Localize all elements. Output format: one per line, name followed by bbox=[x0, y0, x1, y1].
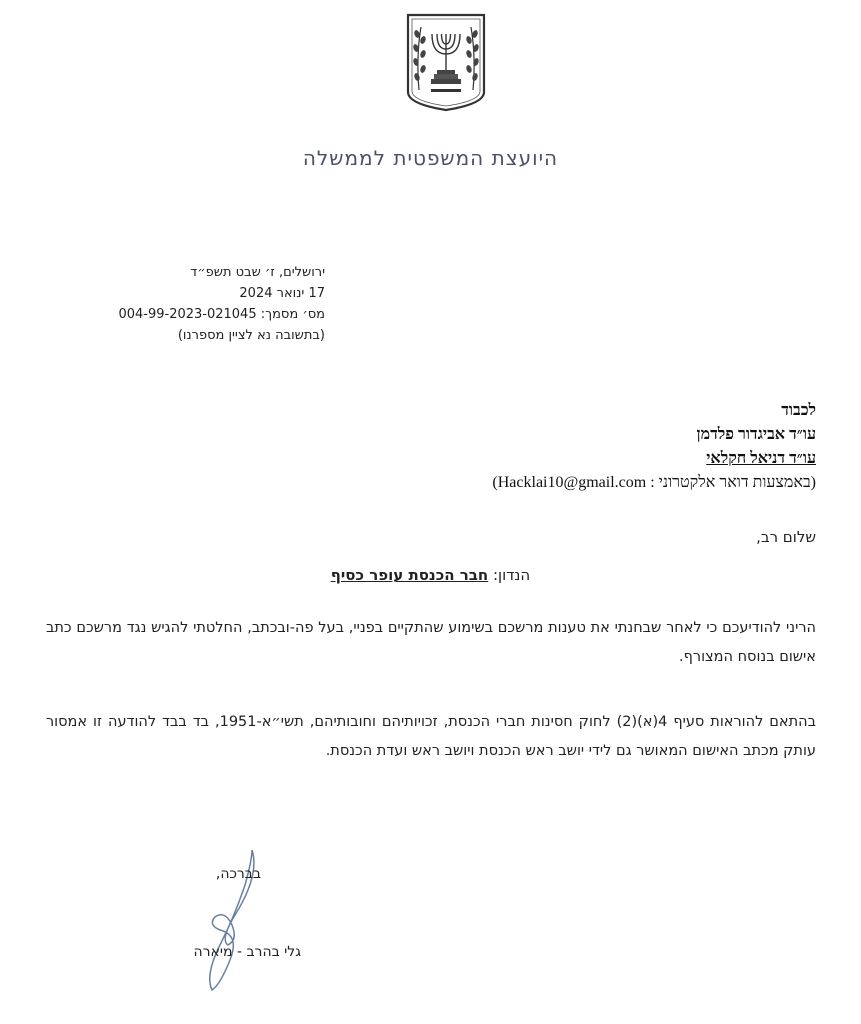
signature-block bbox=[193, 866, 301, 960]
subject-line bbox=[0, 566, 861, 584]
email-address: Hacklai10@gmail.com) bbox=[492, 474, 647, 491]
gregorian-date: 17 ינואר 2024 bbox=[239, 286, 325, 301]
place-and-hebrew-date: ירושלים, ז׳ שבט תשפ״ד bbox=[190, 265, 325, 280]
delivery-line bbox=[492, 471, 816, 495]
body-paragraph-2: בהתאם להוראות סעיף 4(א)(2) לחוק חסינות חברי הכנסת, זכויותיהם וחובותיהם, תשי״א-1951, בד בבד להודעה זו אמסור עותק מכתב האישום המאושר גם לידי יושב ראש הכנסת ויושב ראש ועדת הכנסת. bbox=[46, 714, 816, 759]
recipients-block bbox=[492, 399, 816, 495]
signer-name: גלי בהרב - מיארה bbox=[193, 944, 301, 960]
reference-label: מס׳ מסמך: bbox=[260, 307, 325, 322]
state-emblem-icon bbox=[405, 12, 487, 112]
body-paragraph-1: הריני להודיעכם כי לאחר שבחנתי את טענות מרשכם בשימוע שהתקיים בפניי, בעל פה-ובכתב, החלטתי להגיש נגד מרשכם כתב אישום בנוסח המצורף. bbox=[46, 620, 816, 665]
reference-number: 004-99-2023-021045 bbox=[118, 307, 257, 322]
closing: בברכה, bbox=[215, 866, 261, 882]
reference-line bbox=[118, 304, 325, 325]
subject-value: חבר הכנסת עופר כסיף bbox=[330, 566, 489, 584]
reply-note: (בתשובה נא לציין מספרנו) bbox=[177, 328, 325, 343]
letter-meta bbox=[118, 262, 325, 346]
office-title: היועצת המשפטית לממשלה bbox=[302, 146, 559, 170]
salutation: לכבוד bbox=[781, 402, 816, 419]
greeting: שלום רב, bbox=[756, 528, 816, 546]
recipient-2: עו״ד דניאל חקלאי bbox=[706, 450, 816, 467]
recipient-1: עו״ד אביגדור פלדמן bbox=[696, 426, 816, 443]
subject-label: הנדון: bbox=[493, 566, 531, 584]
delivery-label: (באמצעות דואר אלקטרוני : bbox=[650, 474, 816, 491]
